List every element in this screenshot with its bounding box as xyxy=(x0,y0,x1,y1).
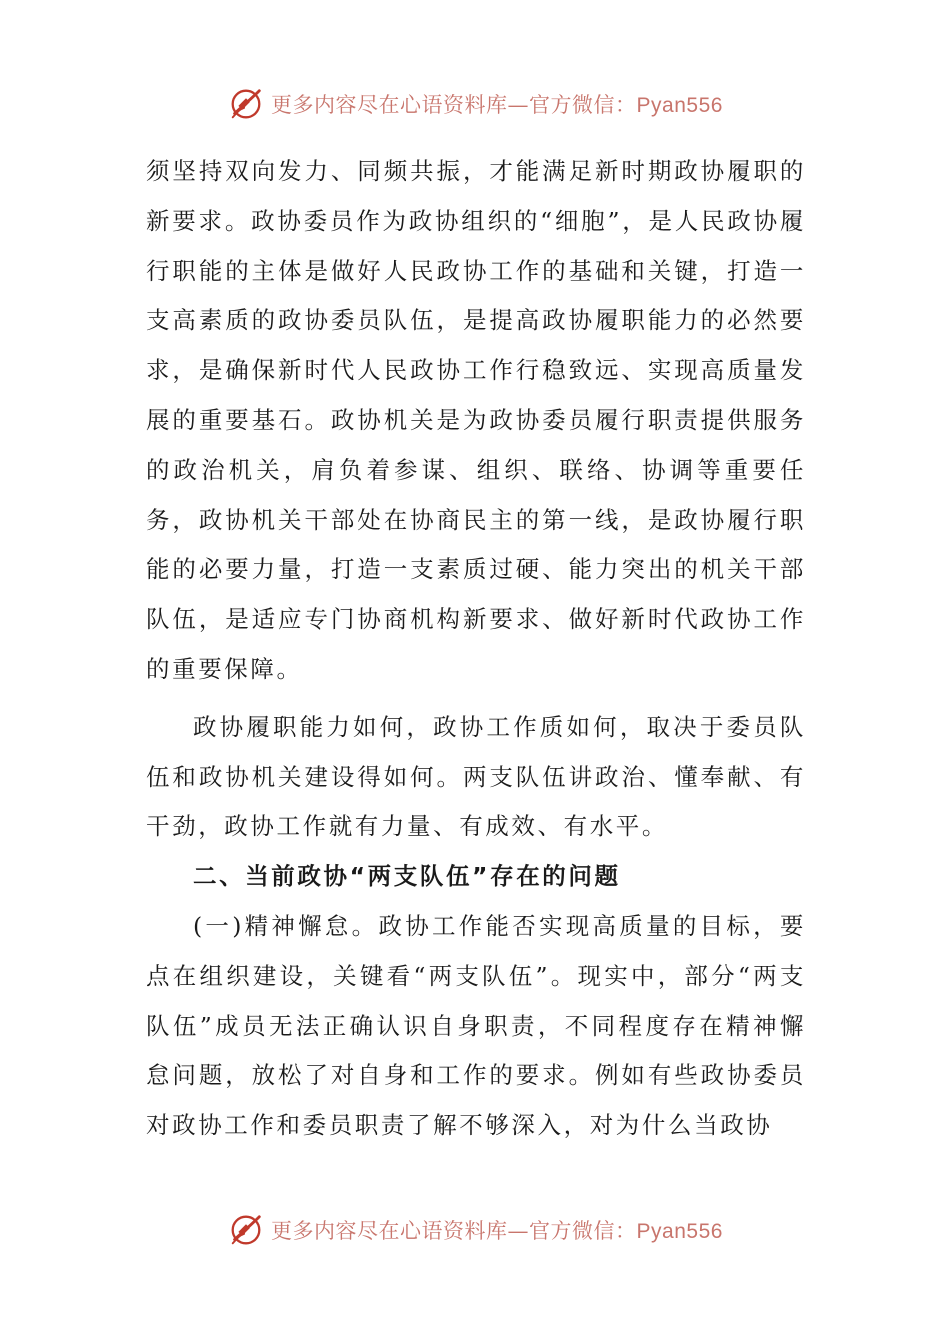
pen-nib-logo-icon xyxy=(227,85,265,123)
subsection-paragraph: (一)精神懈怠。政协工作能否实现高质量的目标，要点在组织建设，关键看“两支队伍”。现实中，部分“两支队伍”成员无法正确认识自身职责，不同程度存在精神懈怠问题，放松了对自身和工作的要求。例如有些政协委员对政协工作和委员职责了解不够深入，对为什么当政协 xyxy=(146,911,806,1140)
footer-banner-text: 更多内容尽在心语资料库—官方微信：Pyan556 xyxy=(271,1219,723,1243)
header-banner xyxy=(0,82,950,126)
section-heading: 二、当前政协“两支队伍”存在的问题 xyxy=(193,862,621,891)
pen-nib-logo-icon xyxy=(227,1211,265,1249)
header-banner-text: 更多内容尽在心语资料库—官方微信：Pyan556 xyxy=(271,93,723,117)
document-body xyxy=(146,147,806,1151)
paragraph-1: 须坚持双向发力、同频共振，才能满足新时期政协履职的新要求。政协委员作为政协组织的“细胞”，是人民政协履行职能的主体是做好人民政协工作的基础和关键，打造一支高素质的政协委员队伍，是提高政协履职能力的必然要求，是确保新时代人民政协工作行稳致远、实现高质量发展的重要基石。政协机关是为政协委员履行职责提供服务的政治机关，肩负着参谋、组织、联络、协调等重要任务，政协机关干部处在协商民主的第一线，是政协履行职能的必要力量，打造一支素质过硬、能力突出的机关干部队伍，是适应专门协商机构新要求、做好新时代政协工作的重要保障。 xyxy=(146,157,806,683)
header-wechat-id: Pyan556 xyxy=(636,94,723,117)
footer-banner xyxy=(0,1208,950,1252)
paragraph-2: 政协履职能力如何，政协工作质如何，取决于委员队伍和政协机关建设得如何。两支队伍讲政治、懂奉献、有干劲，政协工作就有力量、有成效、有水平。 xyxy=(146,712,806,841)
footer-wechat-id: Pyan556 xyxy=(636,1220,723,1243)
